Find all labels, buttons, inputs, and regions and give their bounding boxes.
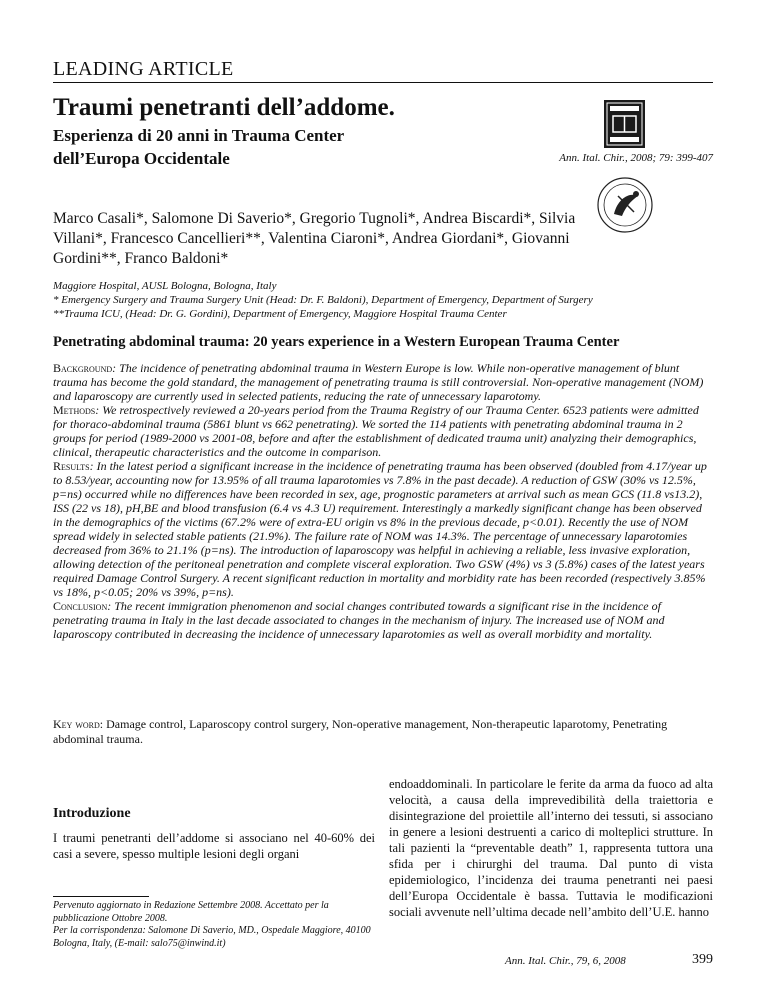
author-list: Marco Casali*, Salomone Di Saverio*, Gregorio Tugnoli*, Andrea Biscardi*, Silvia Villani*, Francesco Cancellieri**, Valentina Ciaroni*, Andrea Giordani*, Giovanni Gordini**, Franco Baldoni* [53, 210, 576, 267]
journal-citation: Ann. Ital. Chir., 2008; 79: 399-407 [559, 152, 713, 164]
header-rule [53, 82, 713, 83]
abstract-text: : The recent immigration phenomenon and social changes contributed towards a significant rise in the incidence of penetrating trauma in Italy in the last decade associated to changes in the mechanism of injury. The increased use of NOM and laparoscopy contributed in decreasing the incidence of unnecessary laparotomies as well as overall morbidity and mortality. [53, 599, 665, 641]
affiliation-line: **Trauma ICU, (Head: Dr. G. Gordini), Department of Emergency, Maggiore Hospital Trauma Center [53, 308, 507, 320]
section-heading: Introduzione [53, 806, 131, 821]
emblem-icon [596, 176, 654, 234]
abstract-label: Conclusion [53, 599, 108, 613]
footer-citation: Ann. Ital. Chir., 79, 6, 2008 [505, 955, 626, 967]
abstract-label: Background [53, 361, 113, 375]
abstract-title: Penetrating abdominal trauma: 20 years experience in a Western European Trauma Center [53, 334, 620, 350]
footnote-correspondence: Per la corrispondenza: Salomone Di Saverio, MD., Ospedale Maggiore, 40100 Bologna, Italy, (E-mail: salo75@inwind.it) [53, 925, 371, 949]
affiliations [53, 279, 713, 321]
section-label: LEADING ARTICLE [53, 58, 234, 80]
intro-paragraph: I traumi penetranti dell’addome si associano nel 40-60% dei casi a severe, spesso multiple lesioni degli organi [53, 831, 375, 861]
abstract-label: Methods [53, 403, 96, 417]
keywords-text: : Damage control, Laparoscopy control surgery, Non-operative management, Non-therapeutic laparotomy, Penetrating abdominal trauma. [53, 717, 668, 746]
footnote-rule [53, 896, 149, 897]
keywords [53, 717, 713, 747]
abstract-text: : We retrospectively reviewed a 20-years period from the Trauma Registry of our Trauma Center. 6523 patients were admitted for thoraco-abdominal trauma (5861 blunt vs 662 penetrating). We sorted the 114 patients with penetrating abdominal trauma in 2 groups for period (1989-2000 vs 2001-08, before and after the establishment of dedicated trauma unit) analyzing their demographics, clinical, therapeutic characteristics and the outcome in comparison. [53, 403, 699, 459]
abstract-text: : The incidence of penetrating abdominal trauma in Western Europe is low. While non-operative management of blunt trauma has become the gold standard, the management of penetrating trauma is still controversial. Non-operative management (NOM) and laparoscopy are currently used in selected patients, reducing the rate of unnecessary laparotomy. [53, 361, 704, 403]
abstract-methods [53, 403, 713, 459]
body-paragraph: endoaddominali. In particolare le ferite da arma da fuoco ad alta velocità, a causa della imprevedibilità della traiettoria e disintegrazione del proiettile all’interno dei tessuti, si associano in genere a lesioni destruenti a carico di molteplici strutture. In tali pazienti la “preventable death” 1, rappresenta tuttora una sfida per i chirurghi del trauma. Dal punto di vista epidemiologico, l’incidenza dei trauma penetranti nei paesi dell’Europa Occidentale è bassa. Tuttavia le modificazioni sociali avvenute nell’ultima decade nell’ambito dell’U.E. hanno [389, 777, 713, 919]
abstract-text: : In the latest period a significant increase in the incidence of penetrating trauma has been observed (doubled from 4.17/year up to 8.53/year, accounting now for 13.95% of all trauma laparotomies vs 7.8% in the past decade). A reduction of GSW (30% vs 12.5%, p=ns) occurred while no differences have been recorded in sex, age, prognostic parameters at arrival such as mean GCS (11.8 vs13.2), ISS (22 vs 18), pH,BE and blood transfusion (6.4 vs 4.3 U) requirement. Interestingly a markedly significant change has been observed in the demographics of the victims (67.2% were of extra-EU origin vs 8% in the previous decade, p<0.01). Recently the use of NOM spread widely in selected stable patients (21.9%). The failure rate of NOM was 14.3%. The percentage of unnecessary laparotomies decreased from 36% to 21.1% (p=ns). The introduction of laparoscopy was helpful in achieving a reliable, less invasive exploration, allowing detection of the peritoneal penetration and complete visceral exploration. Two GSW (4%) vs 3 (5.8%) cases of the latest years required Damage Control Surgery. A recent significant reduction in mortality and morbidity rate has been recorded (respectively 3.85% vs 18%, p<0.05; 20% vs 39%, p=ns). [53, 459, 707, 599]
abstract-conclusion [53, 599, 713, 641]
abstract [53, 361, 713, 641]
affiliation-line: * Emergency Surgery and Trauma Surgery Unit (Head: Dr. F. Baldoni), Department of Emergency, Department of Surgery [53, 294, 593, 306]
abstract-label: Results [53, 459, 90, 473]
footnote-received: Pervenuto aggiornato in Redazione Settembre 2008. Accettato per la pubblicazione Ottobre 2008. [53, 900, 329, 924]
affiliation-line: Maggiore Hospital, AUSL Bologna, Bologna, Italy [53, 280, 277, 292]
abstract-background [53, 361, 713, 403]
abstract-results [53, 459, 713, 599]
article-subtitle: Esperienza di 20 anni in Trauma Center dell’Europa Occidentale [53, 126, 344, 168]
keywords-label: Key word [53, 717, 100, 731]
journal-logo [604, 100, 645, 148]
article-title: Traumi penetranti dell’addome. [53, 94, 395, 121]
page-number: 399 [692, 952, 713, 967]
footnote [53, 900, 375, 950]
